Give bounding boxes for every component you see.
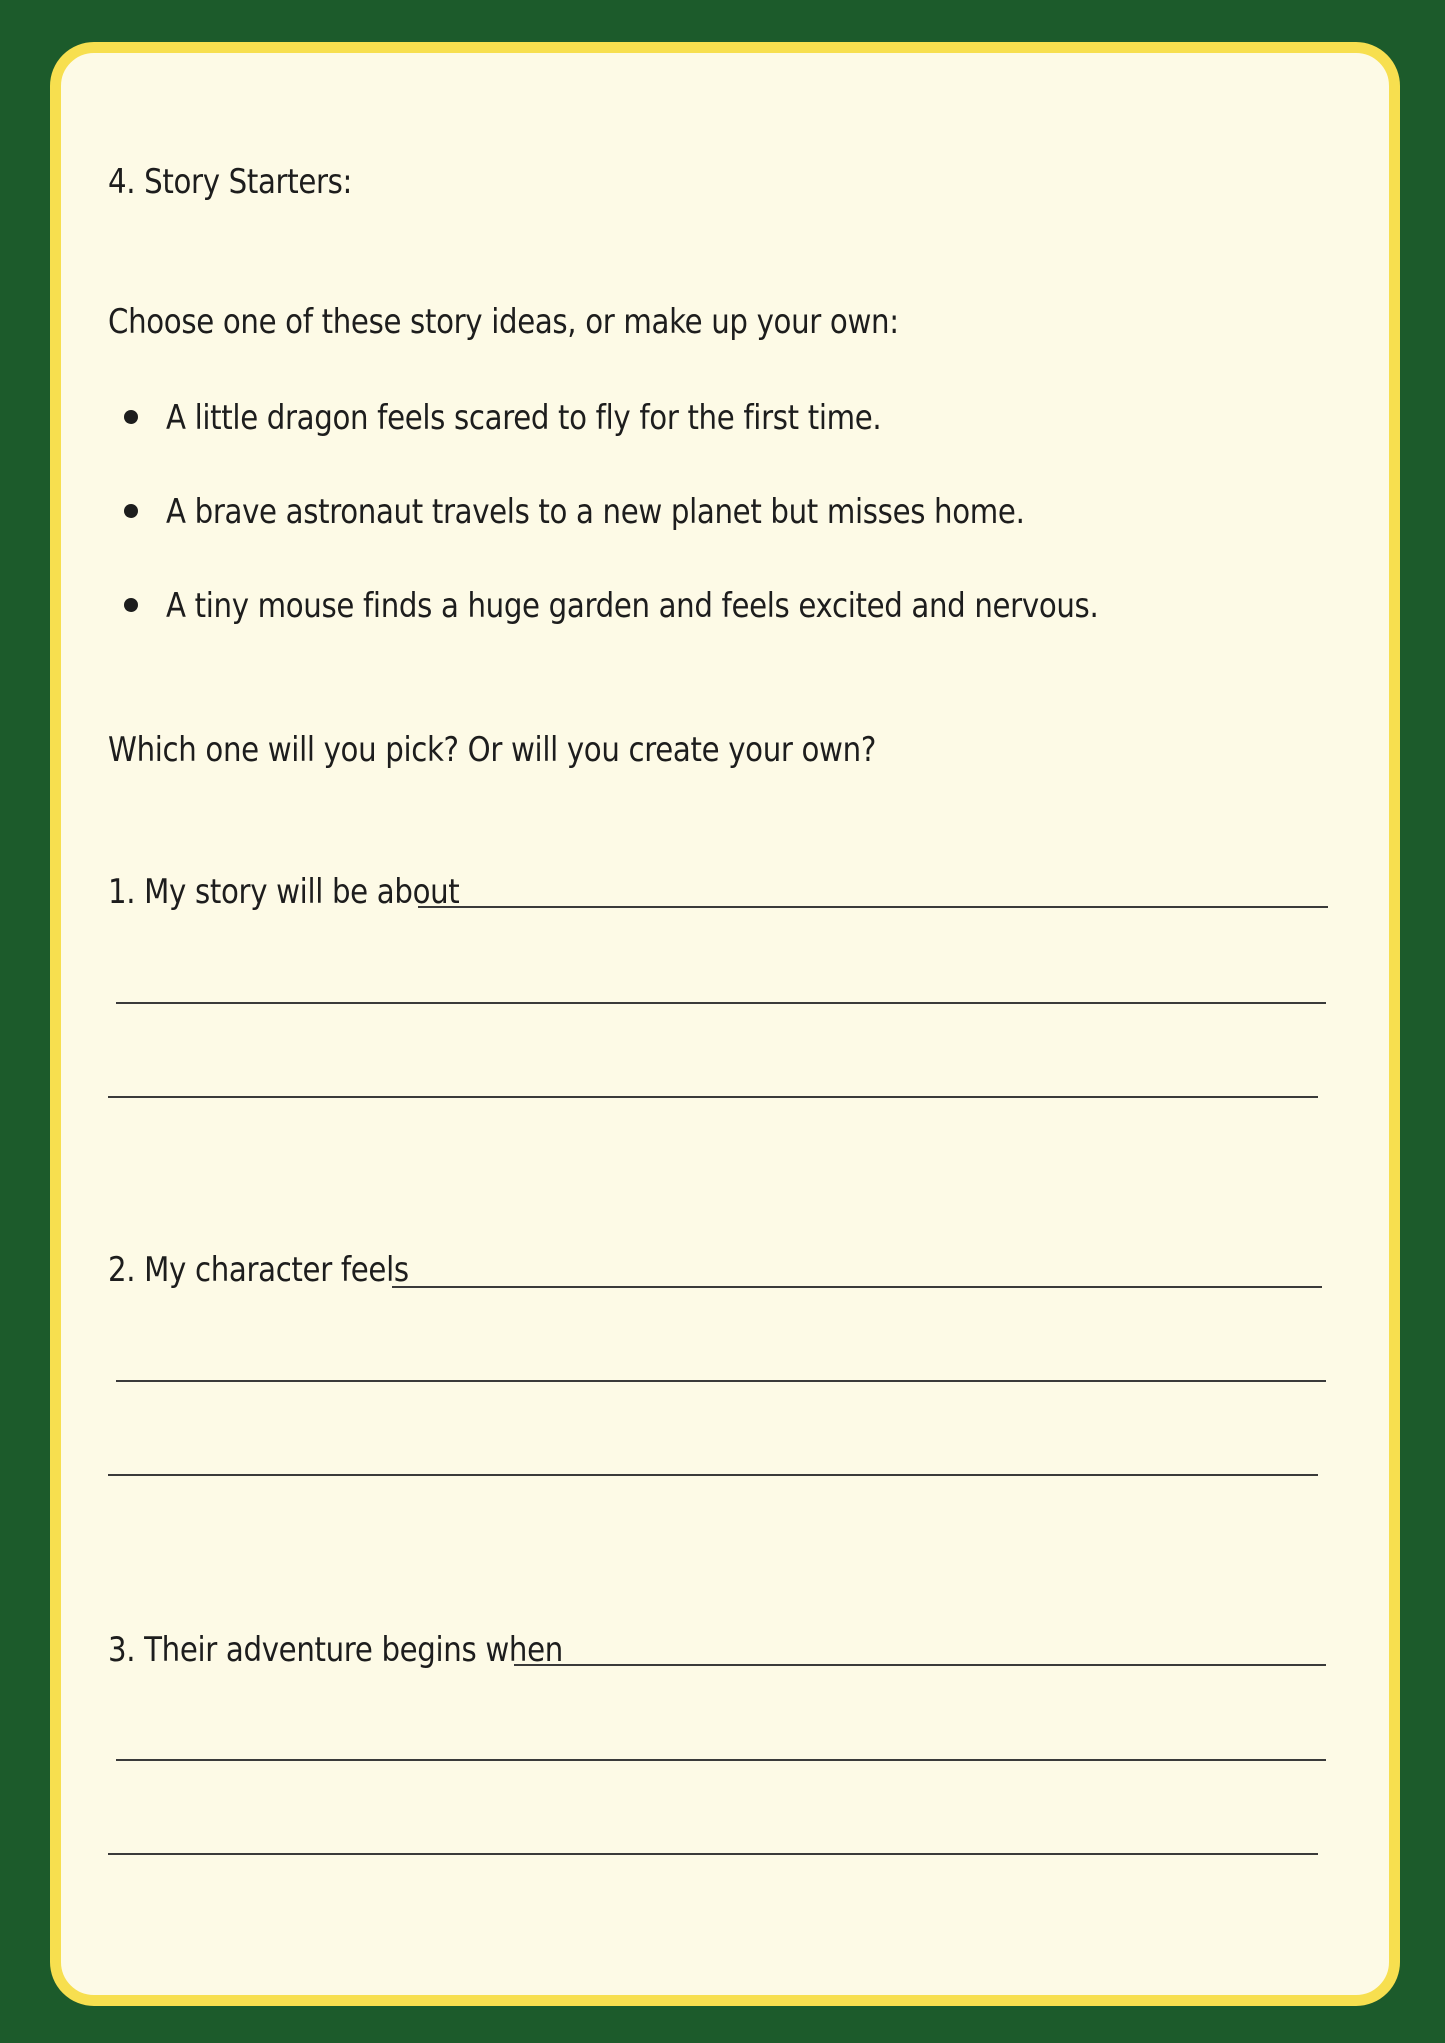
prompt-1-answer-line-2[interactable]: [116, 1002, 1326, 1004]
list-item: A little dragon feels scared to fly for the first time.: [166, 398, 882, 438]
bullet-icon: [124, 410, 138, 424]
prompt-2-label: 2. My character feels: [108, 1250, 409, 1290]
list-item: A tiny mouse finds a huge garden and feels excited and nervous.: [166, 586, 1099, 626]
prompt-3-answer-line-1[interactable]: [514, 1664, 1326, 1666]
prompt-2-answer-line-2[interactable]: [116, 1380, 1326, 1382]
intro-text: Choose one of these story ideas, or make up your own:: [108, 302, 899, 342]
prompt-1-label: 1. My story will be about: [108, 872, 460, 912]
prompt-3-answer-line-3[interactable]: [108, 1853, 1318, 1855]
prompt-2-answer-line-1[interactable]: [392, 1286, 1322, 1288]
bullet-icon: [124, 598, 138, 612]
bullet-icon: [124, 504, 138, 518]
prompt-2-answer-line-3[interactable]: [108, 1474, 1318, 1476]
prompt-1-answer-line-1[interactable]: [418, 906, 1328, 908]
list-item: A brave astronaut travels to a new planet but misses home.: [166, 492, 1025, 532]
section-title: 4. Story Starters:: [108, 162, 353, 202]
prompt-1-answer-line-3[interactable]: [108, 1096, 1318, 1098]
prompt-3-label: 3. Their adventure begins when: [108, 1630, 563, 1670]
prompt-3-answer-line-2[interactable]: [116, 1759, 1326, 1761]
question-text: Which one will you pick? Or will you create your own?: [108, 730, 876, 770]
